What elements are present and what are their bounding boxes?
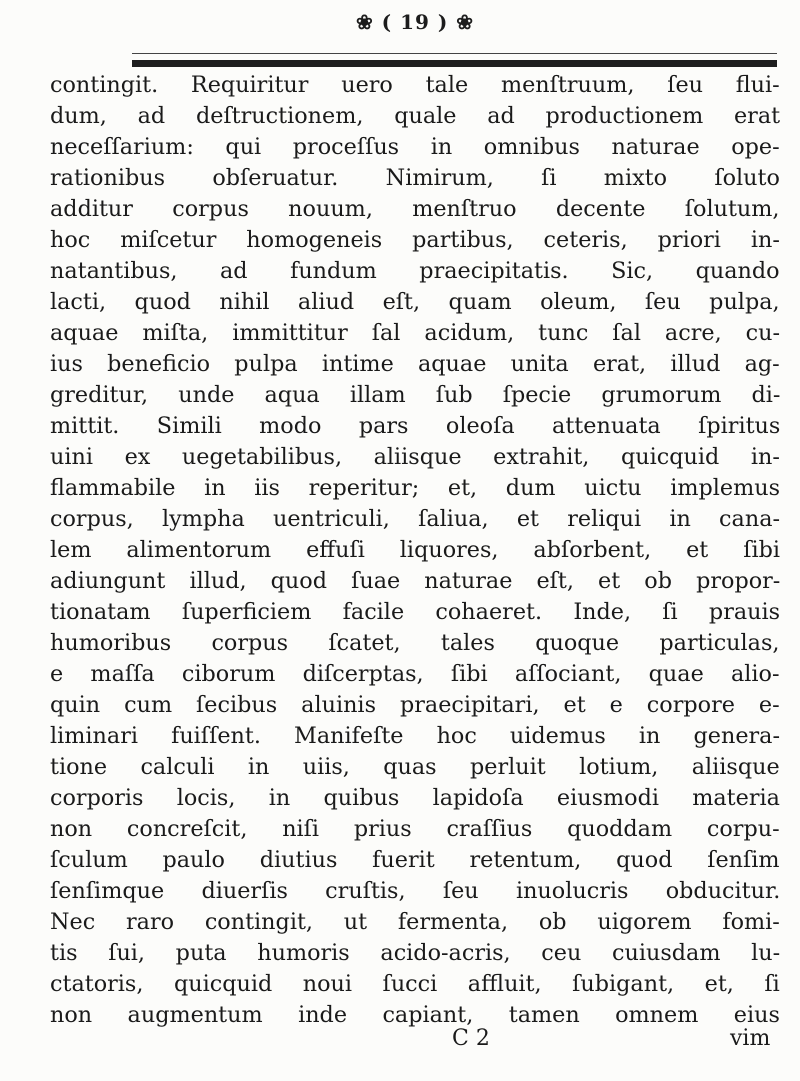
text-line: uini ex uegetabilibus, aliisque extrahit, quicquid in-	[50, 444, 780, 470]
text-line: flammabile in iis reperitur; et, dum uictu implemus	[50, 475, 781, 501]
text-line: e maſſa ciborum diſcerptas, ſibi aſſociant, quae alio-	[50, 661, 780, 687]
text-line: rationibus obſeruatur. Nimirum, ſi mixto ſoluto	[50, 165, 780, 191]
text-line: corpus, lympha uentriculi, ſaliua, et reliqui in cana-	[50, 506, 781, 532]
header-rule-thin	[132, 53, 777, 54]
text-line: aquae miſta, immittitur ſal acidum, tunc ſal acre, cu-	[50, 320, 781, 346]
text-line: natantibus, ad fundum praecipitatis. Sic, quando	[50, 258, 780, 284]
text-line: ſculum paulo diutius fuerit retentum, quod ſenſim	[50, 847, 780, 873]
text-line: non concreſcit, niſi prius craſſius quoddam corpu-	[50, 816, 780, 842]
signature-mark: C 2	[452, 1026, 490, 1051]
text-line: ius beneficio pulpa intime aquae unita erat, illud ag-	[50, 351, 780, 377]
page-number: ❀ ( 19 ) ❀	[355, 10, 475, 34]
text-line: mittit. Simili modo pars oleoſa attenuata ſpiritus	[50, 413, 781, 439]
text-line: lem alimentorum effuſi liquores, abſorbent, et ſibi	[50, 537, 780, 563]
text-line: hoc miſcetur homogeneis partibus, ceteris, priori in-	[50, 227, 780, 253]
text-line: adiungunt illud, quod ſuae naturae eſt, et ob propor-	[50, 568, 781, 594]
text-line: quin cum ſecibus aluinis praecipitari, et e corpore e-	[50, 692, 780, 718]
text-line: additur corpus nouum, menſtruo decente ſolutum,	[50, 196, 780, 222]
text-line: ctatoris, quicquid noui ſucci affluit, ſubigant, et, ſi	[50, 971, 780, 997]
page-header	[0, 6, 800, 46]
text-line: dum, ad deſtructionem, quale ad productionem erat	[50, 103, 781, 129]
text-line: tione calculi in uiis, quas perluit lotium, aliisque	[50, 754, 780, 780]
text-line: Nec raro contingit, ut fermenta, ob uigorem fomi-	[50, 909, 780, 935]
catchword: vim	[730, 1026, 771, 1051]
header-rule	[132, 60, 777, 67]
text-line: neceſſarium: qui proceſſus in omnibus naturae ope-	[50, 134, 780, 160]
text-line: liminari fuiſſent. Manifeſte hoc uidemus in genera-	[50, 723, 781, 749]
text-line: non augmentum inde capiant, tamen omnem eius	[50, 1002, 780, 1028]
text-line: lacti, quod nihil aliud eſt, quam oleum, ſeu pulpa,	[50, 289, 780, 315]
text-line: tionatam ſuperficiem facile cohaeret. Inde, ſi prauis	[50, 599, 781, 625]
text-line: contingit. Requiritur uero tale menſtruum, ſeu flui-	[50, 72, 780, 98]
text-line: greditur, unde aqua illam ſub ſpecie grumorum di-	[50, 382, 781, 408]
text-line: tis ſui, puta humoris acido-acris, ceu cuiusdam lu-	[50, 940, 781, 966]
text-line: ſenſimque diuerſis cruſtis, ſeu inuolucris obducitur.	[50, 878, 781, 904]
text-line: corporis locis, in quibus lapidoſa eiusmodi materia	[50, 785, 780, 811]
text-line: humoribus corpus ſcatet, tales quoque particulas,	[50, 630, 780, 656]
